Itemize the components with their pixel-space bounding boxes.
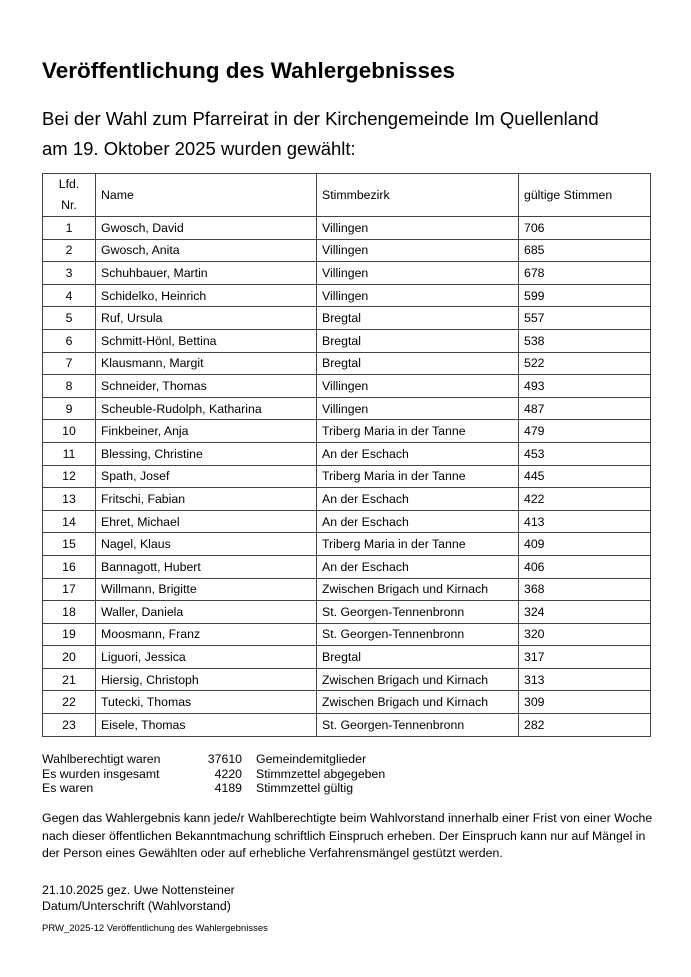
cell-stimmen: 317: [519, 646, 651, 669]
cell-stimmbezirk: Villingen: [317, 262, 519, 285]
table-row: [43, 375, 651, 398]
table-row: [43, 578, 651, 601]
cell-stimmen: 599: [519, 284, 651, 307]
header-stimmbezirk: Stimmbezirk: [317, 174, 519, 217]
cell-stimmbezirk: Triberg Maria in der Tanne: [317, 533, 519, 556]
table-row: [43, 352, 651, 375]
cell-stimmbezirk: Triberg Maria in der Tanne: [317, 465, 519, 488]
cell-name: Willmann, Brigitte: [96, 578, 317, 601]
cell-lfd-nr: 13: [43, 488, 96, 511]
stat-value: 4220: [214, 766, 242, 781]
cell-name: Fritschi, Fabian: [96, 488, 317, 511]
objection-notice: Gegen das Wahlergebnis kann jede/r Wahlberechtigte beim Wahlvorstand innerhalb einer Frist von einer Woche nach dieser öffentlichen Bekanntmachung schriftlich Einspruch erheben. Der Einspruch kann nur auf Mängel in der Person eines Gewählten oder auf erhebliche Verfahrensmängel gestützt werden.: [42, 811, 653, 860]
table-row: [43, 442, 651, 465]
stat-value: 37610: [207, 752, 242, 766]
stat-description: Stimmzettel gültig: [256, 781, 354, 795]
cell-stimmbezirk: Bregtal: [317, 646, 519, 669]
header-name: Name: [96, 174, 317, 217]
cell-stimmen: 522: [519, 352, 651, 375]
table-row: [43, 307, 651, 330]
cell-name: Schidelko, Heinrich: [96, 284, 317, 307]
document-footer: PRW_2025-12 Veröffentlichung des Wahlergebnisses: [42, 923, 268, 934]
cell-lfd-nr: 21: [43, 668, 96, 691]
cell-lfd-nr: 22: [43, 691, 96, 714]
cell-lfd-nr: 4: [43, 284, 96, 307]
cell-lfd-nr: 20: [43, 646, 96, 669]
results-body: [43, 217, 651, 737]
stat-label: Wahlberechtigt waren: [42, 752, 161, 766]
cell-stimmen: 422: [519, 488, 651, 511]
cell-name: Gwosch, David: [96, 217, 317, 240]
cell-stimmen: 706: [519, 217, 651, 240]
cell-name: Eisele, Thomas: [96, 714, 317, 737]
cell-stimmen: 413: [519, 510, 651, 533]
cell-lfd-nr: 17: [43, 578, 96, 601]
signature-block: [42, 883, 235, 914]
cell-lfd-nr: 5: [43, 307, 96, 330]
table-row: [43, 262, 651, 285]
table-row: [43, 329, 651, 352]
cell-name: Tutecki, Thomas: [96, 691, 317, 714]
table-row: [43, 397, 651, 420]
stat-row-wahlberechtigt: [42, 752, 385, 767]
cell-stimmbezirk: Villingen: [317, 217, 519, 240]
cell-stimmbezirk: Zwischen Brigach und Kirnach: [317, 691, 519, 714]
cell-stimmen: 685: [519, 239, 651, 262]
cell-lfd-nr: 7: [43, 352, 96, 375]
cell-stimmen: 406: [519, 555, 651, 578]
cell-name: Scheuble-Rudolph, Katharina: [96, 397, 317, 420]
cell-lfd-nr: 6: [43, 329, 96, 352]
cell-name: Ehret, Michael: [96, 510, 317, 533]
stat-row-abgegeben: [42, 767, 385, 782]
stat-label: Es wurden insgesamt: [42, 766, 160, 781]
header-lfd-nr: [43, 174, 96, 217]
cell-stimmbezirk: An der Eschach: [317, 510, 519, 533]
cell-lfd-nr: 2: [43, 239, 96, 262]
cell-lfd-nr: 8: [43, 375, 96, 398]
cell-lfd-nr: 1: [43, 217, 96, 240]
cell-name: Blessing, Christine: [96, 442, 317, 465]
header-lfd-label: Lfd.: [58, 177, 80, 191]
stat-description: Stimmzettel abgegeben: [256, 766, 386, 781]
cell-stimmen: 324: [519, 601, 651, 624]
signature-date-name: 21.10.2025 gez. Uwe Nottensteiner: [42, 883, 235, 897]
table-row: [43, 646, 651, 669]
cell-name: Spath, Josef: [96, 465, 317, 488]
cell-stimmbezirk: Bregtal: [317, 307, 519, 330]
cell-stimmen: 538: [519, 329, 651, 352]
cell-name: Hiersig, Christoph: [96, 668, 317, 691]
cell-stimmen: 487: [519, 397, 651, 420]
header-gueltige-stimmen: gültige Stimmen: [519, 174, 651, 217]
cell-stimmbezirk: Villingen: [317, 375, 519, 398]
cell-lfd-nr: 15: [43, 533, 96, 556]
cell-name: Gwosch, Anita: [96, 239, 317, 262]
election-statistics: [42, 752, 385, 796]
cell-name: Schuhbauer, Martin: [96, 262, 317, 285]
cell-stimmen: 557: [519, 307, 651, 330]
cell-lfd-nr: 18: [43, 601, 96, 624]
cell-name: Bannagott, Hubert: [96, 555, 317, 578]
cell-lfd-nr: 11: [43, 442, 96, 465]
table-row: [43, 465, 651, 488]
cell-stimmen: 368: [519, 578, 651, 601]
table-row: [43, 714, 651, 737]
cell-lfd-nr: 10: [43, 420, 96, 443]
cell-lfd-nr: 3: [43, 262, 96, 285]
cell-stimmbezirk: St. Georgen-Tennenbronn: [317, 623, 519, 646]
cell-stimmen: 313: [519, 668, 651, 691]
stat-row-gueltig: [42, 781, 385, 796]
cell-lfd-nr: 14: [43, 510, 96, 533]
table-row: [43, 668, 651, 691]
cell-name: Schmitt-Hönl, Bettina: [96, 329, 317, 352]
cell-name: Moosmann, Franz: [96, 623, 317, 646]
cell-name: Nagel, Klaus: [96, 533, 317, 556]
cell-lfd-nr: 9: [43, 397, 96, 420]
cell-name: Schneider, Thomas: [96, 375, 317, 398]
table-row: [43, 691, 651, 714]
cell-stimmbezirk: St. Georgen-Tennenbronn: [317, 601, 519, 624]
stat-label: Es waren: [42, 781, 94, 795]
cell-stimmen: 309: [519, 691, 651, 714]
cell-stimmen: 409: [519, 533, 651, 556]
intro-line-1: Bei der Wahl zum Pfarreirat in der Kirchengemeinde Im Quellenland: [42, 108, 599, 129]
cell-stimmen: 453: [519, 442, 651, 465]
cell-stimmbezirk: Zwischen Brigach und Kirnach: [317, 578, 519, 601]
cell-name: Waller, Daniela: [96, 601, 317, 624]
cell-stimmen: 479: [519, 420, 651, 443]
header-nr-label: Nr.: [61, 198, 77, 212]
cell-stimmen: 493: [519, 375, 651, 398]
cell-lfd-nr: 23: [43, 714, 96, 737]
cell-stimmbezirk: Bregtal: [317, 352, 519, 375]
cell-stimmen: 320: [519, 623, 651, 646]
cell-stimmbezirk: An der Eschach: [317, 555, 519, 578]
table-row: [43, 217, 651, 240]
cell-stimmen: 445: [519, 465, 651, 488]
cell-lfd-nr: 19: [43, 623, 96, 646]
table-row: [43, 623, 651, 646]
cell-name: Ruf, Ursula: [96, 307, 317, 330]
cell-stimmbezirk: An der Eschach: [317, 488, 519, 511]
table-row: [43, 601, 651, 624]
table-row: [43, 420, 651, 443]
table-row: [43, 510, 651, 533]
cell-stimmbezirk: Zwischen Brigach und Kirnach: [317, 668, 519, 691]
table-row: [43, 284, 651, 307]
cell-stimmbezirk: Villingen: [317, 284, 519, 307]
cell-lfd-nr: 12: [43, 465, 96, 488]
signature-caption: Datum/Unterschrift (Wahlvorstand): [42, 898, 231, 913]
results-table: [42, 173, 651, 737]
cell-stimmen: 282: [519, 714, 651, 737]
cell-stimmbezirk: An der Eschach: [317, 442, 519, 465]
cell-stimmen: 678: [519, 262, 651, 285]
page-title: Veröffentlichung des Wahlergebnisses: [42, 58, 456, 83]
cell-stimmbezirk: Triberg Maria in der Tanne: [317, 420, 519, 443]
intro-text: [42, 104, 662, 164]
table-header-row: [43, 174, 651, 217]
cell-stimmbezirk: St. Georgen-Tennenbronn: [317, 714, 519, 737]
table-row: [43, 533, 651, 556]
cell-lfd-nr: 16: [43, 555, 96, 578]
cell-stimmbezirk: Villingen: [317, 239, 519, 262]
cell-name: Finkbeiner, Anja: [96, 420, 317, 443]
stat-value: 4189: [214, 781, 242, 795]
cell-name: Liguori, Jessica: [96, 646, 317, 669]
cell-stimmbezirk: Villingen: [317, 397, 519, 420]
table-row: [43, 488, 651, 511]
table-row: [43, 239, 651, 262]
table-row: [43, 555, 651, 578]
intro-line-2: am 19. Oktober 2025 wurden gewählt:: [42, 138, 356, 159]
stat-description: Gemeindemitglieder: [256, 752, 367, 766]
cell-name: Klausmann, Margit: [96, 352, 317, 375]
cell-stimmbezirk: Bregtal: [317, 329, 519, 352]
